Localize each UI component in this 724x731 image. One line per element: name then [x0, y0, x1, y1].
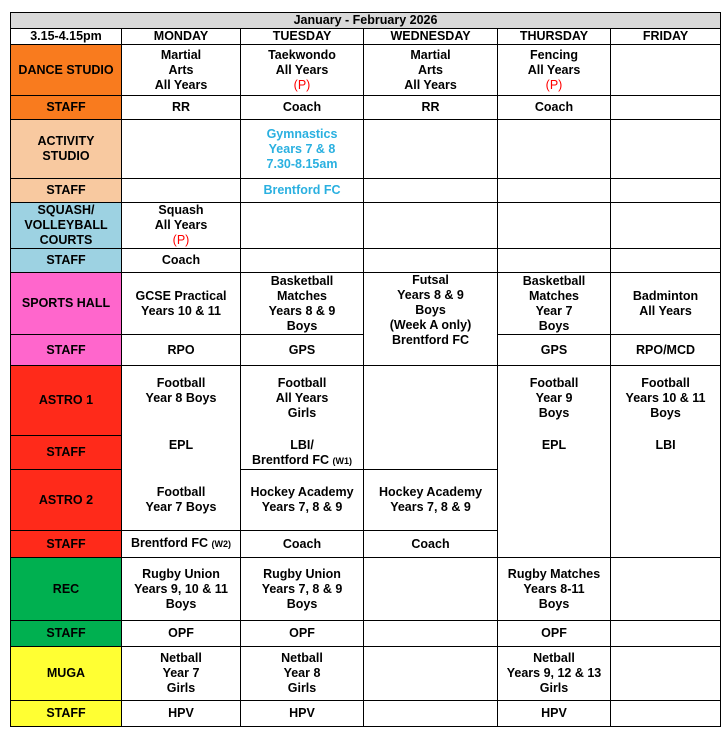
activity-line: Girls [287, 681, 317, 695]
activity-line: All Years [154, 218, 208, 232]
activity-line: Girls [539, 681, 569, 695]
squash-staff-monday: Coach [122, 249, 241, 273]
staff-line: EPL [168, 438, 194, 452]
activity-line: Years 7 & 8 [268, 141, 336, 156]
muga-staff-friday [611, 701, 721, 727]
muga-staff-thursday: HPV [498, 701, 611, 727]
day-header-wednesday: WEDNESDAY [364, 29, 498, 45]
activity-line: Years 8-11 [523, 581, 585, 596]
activity-staff-friday [611, 179, 721, 203]
staff-label-activity: STAFF [11, 179, 122, 203]
staff-label-muga: STAFF [11, 701, 122, 727]
week-tag: (W2) [211, 539, 232, 549]
activity-line: Year 8 [283, 666, 321, 680]
staff-label-squash: STAFF [11, 249, 122, 273]
staff-label-hall: STAFF [11, 335, 122, 366]
astro2-staff-wednesday: Coach [364, 531, 498, 558]
activity-line: Basketball [270, 273, 334, 288]
activity-line: Years 9, 12 & 13 [506, 666, 602, 680]
activity-line: All Years [639, 303, 692, 318]
activity-line: Boys [538, 318, 570, 333]
venue-astro-2: ASTRO 2 [11, 470, 122, 531]
activity-line: Netball [160, 651, 202, 665]
activity-thursday-cell [498, 120, 611, 179]
activity-line: Futsal [412, 273, 449, 287]
venue-sports-hall: SPORTS HALL [11, 273, 122, 335]
staff-line: Brentford FC [391, 333, 470, 347]
activity-line: Boys [538, 596, 570, 611]
staff-line: LBI/ [290, 438, 314, 452]
activity-line: Rugby Matches [507, 566, 601, 581]
squash-wednesday-cell [364, 203, 498, 249]
activity-line: Years 8 & 9 [268, 303, 336, 318]
activity-line: Hockey Academy [250, 485, 354, 499]
activity-friday-cell [611, 120, 721, 179]
venue-rec: REC [11, 558, 122, 621]
activity-line: Basketball [522, 273, 586, 288]
dance-friday-cell [611, 45, 721, 96]
day-header-monday: MONDAY [122, 29, 241, 45]
rec-staff-wednesday [364, 621, 498, 647]
hall-wednesday-cell [364, 273, 498, 366]
muga-wednesday-cell [364, 647, 498, 701]
note-line: (P) [545, 77, 563, 92]
day-header-thursday: THURSDAY [498, 29, 611, 45]
activity-line: Year 8 Boys [145, 391, 217, 405]
rec-staff-monday: OPF [122, 621, 241, 647]
activity-wednesday-cell [364, 120, 498, 179]
muga-thursday-cell [498, 647, 611, 701]
astro1-wednesday-cell [364, 366, 498, 470]
muga-monday-cell [122, 647, 241, 701]
activity-line: Boys [538, 406, 570, 420]
activity-line: Years 10 & 11 [625, 391, 706, 405]
activity-tuesday-cell [241, 120, 364, 179]
activity-line: All Years [275, 391, 329, 405]
squash-thursday-cell [498, 203, 611, 249]
rec-staff-friday [611, 621, 721, 647]
astro2-staff-monday [122, 531, 241, 558]
venue-astro-1: ASTRO 1 [11, 366, 122, 436]
activity-line: All Years [275, 62, 329, 77]
rec-monday-cell [122, 558, 241, 621]
hall-monday-cell [122, 273, 241, 335]
activity-line: Boys [415, 303, 446, 317]
squash-monday-cell [122, 203, 241, 249]
rec-tuesday-cell [241, 558, 364, 621]
hall-staff-thursday: GPS [498, 335, 611, 366]
activity-staff-monday [122, 179, 241, 203]
squash-staff-wednesday [364, 249, 498, 273]
activity-staff-wednesday [364, 179, 498, 203]
activity-line: Years 10 & 11 [141, 303, 221, 318]
hall-staff-monday: RPO [122, 335, 241, 366]
activity-line: Years 7, 8 & 9 [261, 581, 343, 596]
rec-staff-thursday: OPF [498, 621, 611, 647]
activity-line: Football [529, 376, 579, 390]
activity-line: Year 9 [535, 391, 573, 405]
dance-tuesday-cell [241, 45, 364, 96]
time-header: 3.15-4.15pm [11, 29, 122, 45]
activity-line: Arts [417, 62, 443, 77]
astro1-tuesday-cell [241, 366, 364, 470]
activity-line: Boys [165, 596, 197, 611]
squash-staff-thursday [498, 249, 611, 273]
activity-line: Matches [276, 288, 328, 303]
activity-line: Girls [166, 681, 196, 695]
dance-monday-cell [122, 45, 241, 96]
activity-line: Matches [528, 288, 580, 303]
squash-staff-tuesday [241, 249, 364, 273]
dance-staff-monday: RR [122, 96, 241, 120]
activity-line: Years 9, 10 & 11 [134, 581, 228, 596]
hall-thursday-cell [498, 273, 611, 335]
activity-line: Girls [287, 406, 317, 420]
staff-line: EPL [541, 438, 567, 452]
astro2-tuesday-cell [241, 470, 364, 531]
activity-line: Netball [281, 651, 323, 665]
activity-line: Football [156, 376, 206, 390]
activity-line: (Week A only) [389, 318, 472, 332]
staff-text: Brentford FC [130, 536, 209, 550]
venue-muga: MUGA [11, 647, 122, 701]
staff-line [243, 453, 361, 469]
dance-wednesday-cell [364, 45, 498, 96]
activity-line: Martial [160, 47, 202, 62]
muga-staff-tuesday: HPV [241, 701, 364, 727]
activity-line: Arts [168, 62, 194, 77]
activity-line: Year 7 [162, 666, 200, 680]
activity-line: Squash [158, 203, 204, 217]
activity-line: All Years [404, 77, 457, 92]
venue-squash-courts: SQUASH/ VOLLEYBALL COURTS [11, 203, 122, 249]
activity-line: Fencing [530, 47, 578, 62]
activity-line: Year 7 [535, 303, 573, 318]
activity-line: Badminton [632, 288, 699, 303]
staff-label-dance: STAFF [11, 96, 122, 120]
activity-line: Netball [533, 651, 575, 665]
astro2-staff-tuesday: Coach [241, 531, 364, 558]
squash-friday-cell [611, 203, 721, 249]
astro2-wednesday-cell [364, 470, 498, 531]
rec-wednesday-cell [364, 558, 498, 621]
day-header-friday: FRIDAY [611, 29, 721, 45]
venue-dance-studio: DANCE STUDIO [11, 45, 122, 96]
staff-label-astro2: STAFF [11, 531, 122, 558]
activity-monday-cell [122, 120, 241, 179]
astro2-monday-cell [122, 470, 241, 531]
week-tag: (W1) [332, 456, 353, 466]
staff-label-astro1: STAFF [11, 435, 122, 469]
timetable-title: January - February 2026 [11, 13, 721, 29]
astro1-friday-cell [611, 366, 721, 558]
note-line: (P) [172, 233, 190, 247]
activity-line: All Years [154, 77, 208, 92]
hall-friday-cell [611, 273, 721, 335]
activity-line: Years 8 & 9 [397, 288, 464, 302]
activity-line: Boys [286, 318, 318, 333]
activity-line: Hockey Academy [378, 485, 483, 499]
hall-staff-tuesday: GPS [241, 335, 364, 366]
activity-line: 7.30-8.15am [266, 156, 338, 171]
dance-staff-friday [611, 96, 721, 120]
hall-staff-friday: RPO/MCD [611, 335, 721, 366]
rec-staff-tuesday: OPF [241, 621, 364, 647]
activity-line: Football [277, 376, 327, 390]
activity-line: Football [641, 376, 690, 390]
activity-line: Martial [410, 47, 451, 62]
muga-staff-monday: HPV [122, 701, 241, 727]
rec-thursday-cell [498, 558, 611, 621]
staff-text: Brentford FC [251, 453, 330, 467]
activity-staff-thursday [498, 179, 611, 203]
activity-line: All Years [527, 62, 581, 77]
timetable [10, 12, 721, 727]
activity-line: Gymnastics [266, 126, 338, 141]
activity-line: Boys [286, 596, 318, 611]
hall-tuesday-cell [241, 273, 364, 335]
activity-line: Taekwondo [268, 47, 336, 62]
dance-staff-tuesday: Coach [241, 96, 364, 120]
staff-label-rec: STAFF [11, 621, 122, 647]
note-line: (P) [293, 77, 311, 92]
staff-line: LBI [655, 438, 676, 452]
squash-tuesday-cell [241, 203, 364, 249]
activity-staff-tuesday: Brentford FC [241, 179, 364, 203]
astro1-thursday-cell [498, 366, 611, 558]
astro1-monday-cell [122, 366, 241, 470]
day-header-tuesday: TUESDAY [241, 29, 364, 45]
activity-line: Year 7 Boys [145, 499, 217, 514]
activity-line: Boys [650, 406, 681, 420]
activity-line: Football [156, 484, 206, 499]
activity-line: Rugby Union [142, 566, 220, 581]
activity-line: GCSE Practical [135, 288, 227, 303]
dance-staff-wednesday: RR [364, 96, 498, 120]
muga-staff-wednesday [364, 701, 498, 727]
muga-tuesday-cell [241, 647, 364, 701]
activity-line: Rugby Union [263, 566, 341, 581]
activity-line: Years 7, 8 & 9 [261, 500, 343, 514]
activity-line: Years 7, 8 & 9 [390, 500, 471, 514]
dance-thursday-cell [498, 45, 611, 96]
rec-friday-cell [611, 558, 721, 621]
venue-activity-studio: ACTIVITY STUDIO [11, 120, 122, 179]
squash-staff-friday [611, 249, 721, 273]
dance-staff-thursday: Coach [498, 96, 611, 120]
muga-friday-cell [611, 647, 721, 701]
